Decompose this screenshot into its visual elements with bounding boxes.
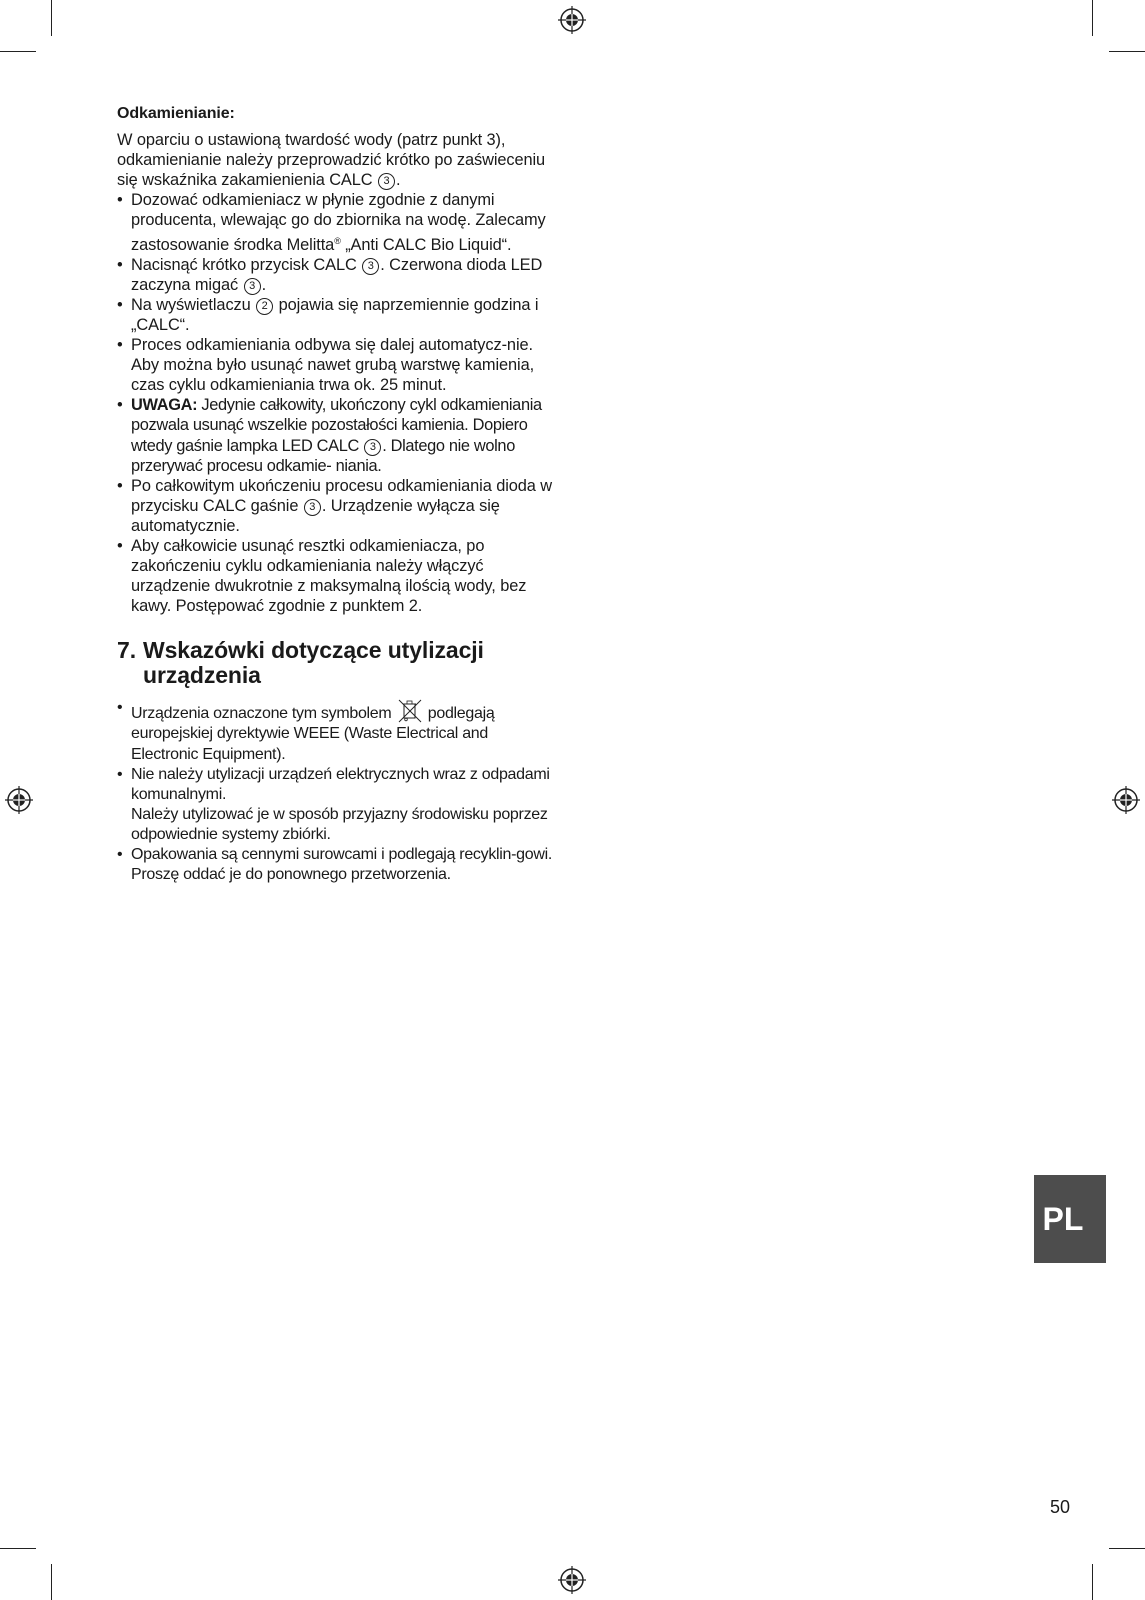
- main-column: [117, 104, 557, 885]
- list-item: • Opakowania są cennymi surowcami i podlegają recyklin-gowi. Proszę oddać je do ponownego przetworzenia.: [117, 846, 553, 884]
- crop-mark: [1092, 0, 1093, 36]
- crop-mark: [1109, 51, 1145, 52]
- section-title: Wskazówki dotyczące utylizacji urządzenia: [143, 637, 484, 689]
- list-item: • Nie należy utylizacji urządzeń elektrycznych wraz z odpadami komunalnymi. Należy utylizować je w sposób przyjazny środowisku poprzez odpowiednie systemy zbiórki.: [117, 765, 550, 843]
- crop-mark: [1092, 1564, 1093, 1600]
- reference-number: 3: [304, 499, 321, 516]
- decalcification-intro: W oparciu o ustawioną twardość wody (patrz punkt 3), odkamienianie należy przeprowadzić krótko po zaświeceniu się wskaźnika zakamienienia CALC 3 .: [117, 131, 546, 190]
- warning-label: UWAGA:: [131, 396, 198, 415]
- list-item: • Nacisnąć krótko przycisk CALC 3 . Czerwona dioda LED zaczyna migać 3 .: [117, 255, 543, 294]
- list-item: • Proces odkamieniania odbywa się dalej automatycz-nie. Aby można było usunąć nawet grubą warstwę kamienia, czas cyklu odkamieniania trwa ok. 25 minut.: [117, 336, 535, 395]
- reference-number: 3: [364, 439, 381, 456]
- bullet: •: [117, 476, 123, 495]
- bullet: •: [117, 295, 123, 314]
- page-number: 50: [1050, 1497, 1071, 1517]
- bullet: •: [117, 699, 123, 717]
- section-number: 7.: [117, 637, 136, 664]
- crop-mark: [51, 0, 52, 36]
- section-heading: [117, 638, 557, 688]
- list-item: • Po całkowitym ukończeniu procesu odkamieniania dioda w przycisku CALC gaśnie 3 . Urządzenie wyłącza się automatycznie.: [117, 476, 552, 535]
- registration-mark-icon: [557, 5, 587, 35]
- registration-mark-icon: [557, 1565, 587, 1595]
- bullet: •: [117, 765, 123, 783]
- crop-mark: [0, 51, 36, 52]
- reference-number: 2: [256, 298, 273, 315]
- bullet: •: [117, 396, 123, 415]
- registered-mark: ®: [334, 235, 341, 246]
- bullet: •: [117, 255, 123, 274]
- decalcification-steps: [117, 190, 557, 616]
- weee-crossed-bin-icon: [396, 698, 424, 724]
- registration-mark-icon: [1111, 785, 1141, 815]
- reference-number: 3: [244, 278, 261, 295]
- crop-mark: [51, 1564, 52, 1600]
- reference-number: 3: [378, 173, 395, 190]
- list-item: • Dozować odkamieniacz w płynie zgodnie z danymi producenta, wlewając go do zbiornika na wodę. Zalecamy zastosowanie środka Melitta® „Anti CALC Bio Liquid“.: [117, 191, 546, 254]
- list-item: • Urządzenia oznaczone tym symbolem podlegają europejskiej dyrektywie WEEE (Waste Electrical and Electronic Equipment).: [117, 699, 495, 763]
- bullet: •: [117, 846, 123, 863]
- reference-number: 3: [362, 258, 379, 275]
- bullet: •: [117, 336, 123, 355]
- decalcification-heading: Odkamienianie:: [117, 105, 235, 122]
- registration-mark-icon: [4, 785, 34, 815]
- list-item: • Aby całkowicie usunąć resztki odkamieniacza, po zakończeniu cyklu odkamieniania należy włączyć urządzenie dwukrotnie z maksymalną ilością wody, bez kawy. Postępować zgodnie z punktem 2.: [117, 536, 527, 616]
- list-item: • UWAGA: Jedynie całkowity, ukończony cykl odkamieniania pozwala usunąć wszelkie pozostałości kamienia. Dopiero wtedy gaśnie lampka LED CALC 3 . Dlatego nie wolno przerywać procesu odkamie- niania.: [117, 396, 542, 475]
- bullet: •: [117, 536, 123, 555]
- bullet: •: [117, 191, 123, 210]
- list-item: • Na wyświetlaczu 2 pojawia się naprzemiennie godzina i „CALC“.: [117, 295, 539, 334]
- disposal-list: [117, 698, 557, 885]
- crop-mark: [0, 1548, 36, 1549]
- crop-mark: [1109, 1548, 1145, 1549]
- language-tab: PL: [1034, 1175, 1106, 1263]
